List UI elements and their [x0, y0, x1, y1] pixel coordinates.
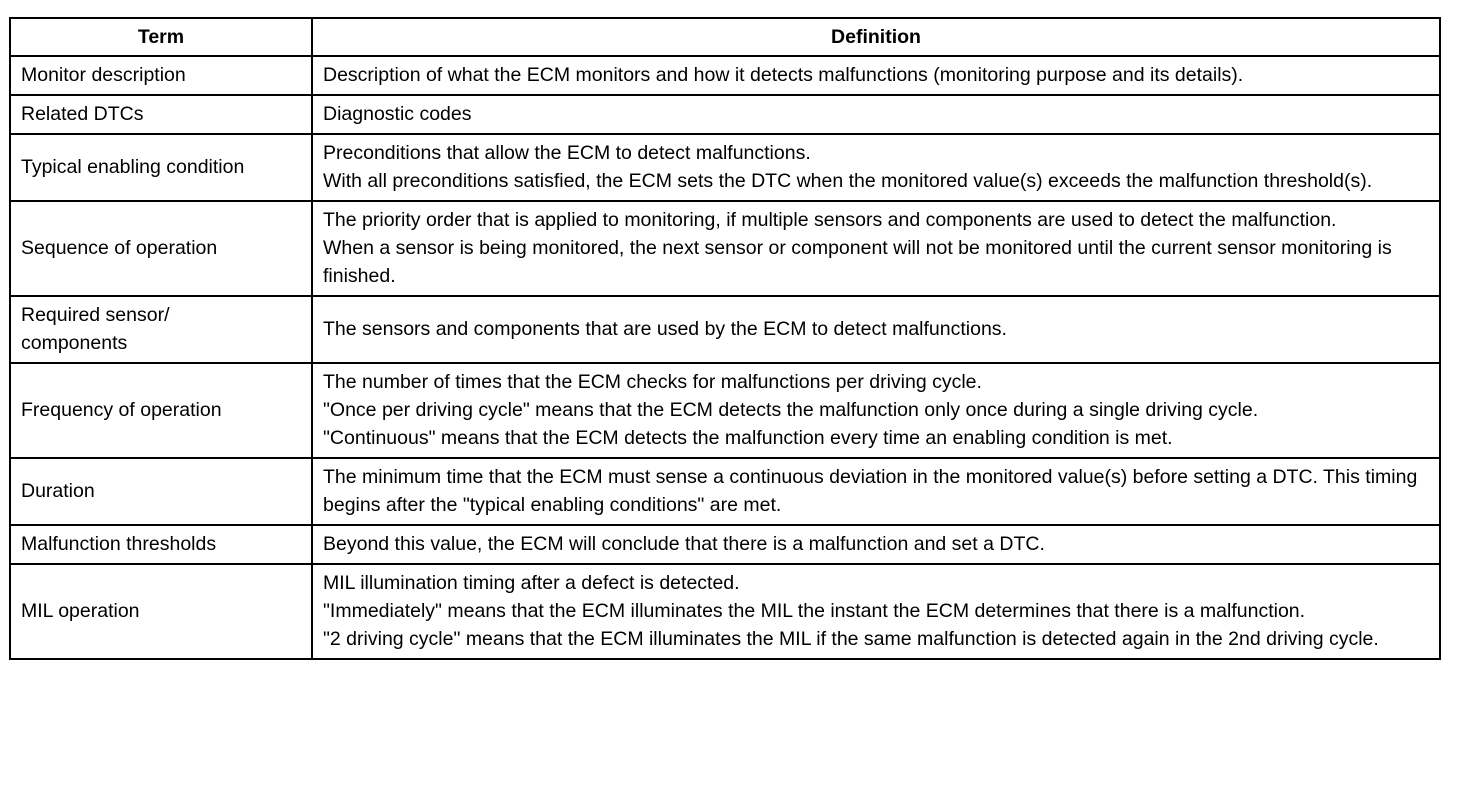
table-row: [10, 458, 1440, 525]
terms-table-container: [9, 17, 1439, 660]
definition-text: With all preconditions satisfied, the ECM sets the DTC when the monitored value(s) exceeds the malfunction threshold(s).: [323, 170, 1373, 192]
definition-text: Preconditions that allow the ECM to detect malfunctions.: [323, 142, 811, 164]
definition-text: Description of what the ECM monitors and how it detects malfunctions (monitoring purpose and its details).: [323, 64, 1244, 86]
term-cell: [10, 95, 312, 134]
table-row: [10, 56, 1440, 95]
table-body: [10, 56, 1440, 659]
definition-text: The minimum time that the ECM must sense a continuous deviation in the monitored value(s) before setting a DTC. This timing begins after the "typical enabling conditions" are met.: [323, 466, 1418, 516]
table-row: [10, 134, 1440, 201]
term-text: components: [21, 332, 128, 354]
definition-text: MIL illumination timing after a defect is detected.: [323, 572, 740, 594]
definition-cell: [312, 458, 1440, 525]
table-row: [10, 95, 1440, 134]
terms-table: [9, 17, 1441, 660]
definition-cell: [312, 363, 1440, 458]
header-definition: Definition: [312, 18, 1440, 56]
definition-text: The number of times that the ECM checks for malfunctions per driving cycle.: [323, 371, 982, 393]
definition-text: "Immediately" means that the ECM illuminates the MIL the instant the ECM determines that there is a malfunction.: [323, 600, 1306, 622]
term-cell: [10, 525, 312, 564]
term-cell: [10, 296, 312, 363]
term-cell: [10, 363, 312, 458]
term-text: Sequence of operation: [21, 237, 218, 259]
table-row: [10, 525, 1440, 564]
definition-text: Beyond this value, the ECM will conclude that there is a malfunction and set a DTC.: [323, 533, 1045, 555]
table-row: [10, 201, 1440, 296]
definition-cell: [312, 95, 1440, 134]
term-cell: [10, 56, 312, 95]
table-header-row: [10, 18, 1440, 56]
term-text: Typical enabling condition: [21, 156, 245, 178]
definition-text: "Once per driving cycle" means that the ECM detects the malfunction only once during a single driving cycle.: [323, 399, 1259, 421]
term-text: Related DTCs: [21, 103, 144, 125]
term-text: Monitor description: [21, 64, 186, 86]
definition-cell: [312, 134, 1440, 201]
table-row: [10, 564, 1440, 659]
table-row: [10, 363, 1440, 458]
definition-text: When a sensor is being monitored, the next sensor or component will not be monitored until the current sensor monitoring is finished.: [323, 237, 1392, 287]
term-text: MIL operation: [21, 600, 140, 622]
term-text: Frequency of operation: [21, 399, 222, 421]
term-cell: [10, 201, 312, 296]
definition-text: Diagnostic codes: [323, 103, 472, 125]
definition-cell: [312, 56, 1440, 95]
definition-cell: [312, 201, 1440, 296]
definition-text: The priority order that is applied to monitoring, if multiple sensors and components are used to detect the malfunction.: [323, 209, 1337, 231]
term-cell: [10, 134, 312, 201]
definition-cell: [312, 525, 1440, 564]
definition-text: "Continuous" means that the ECM detects the malfunction every time an enabling condition is met.: [323, 427, 1173, 449]
term-cell: [10, 564, 312, 659]
term-text: Malfunction thresholds: [21, 533, 217, 555]
table-row: [10, 296, 1440, 363]
term-cell: [10, 458, 312, 525]
header-term: Term: [10, 18, 312, 56]
definition-cell: [312, 296, 1440, 363]
definition-cell: [312, 564, 1440, 659]
definition-text: The sensors and components that are used by the ECM to detect malfunctions.: [323, 318, 1007, 340]
term-text: Required sensor/: [21, 304, 170, 326]
definition-text: "2 driving cycle" means that the ECM illuminates the MIL if the same malfunction is detected again in the 2nd driving cycle.: [323, 628, 1379, 650]
term-text: Duration: [21, 480, 95, 502]
